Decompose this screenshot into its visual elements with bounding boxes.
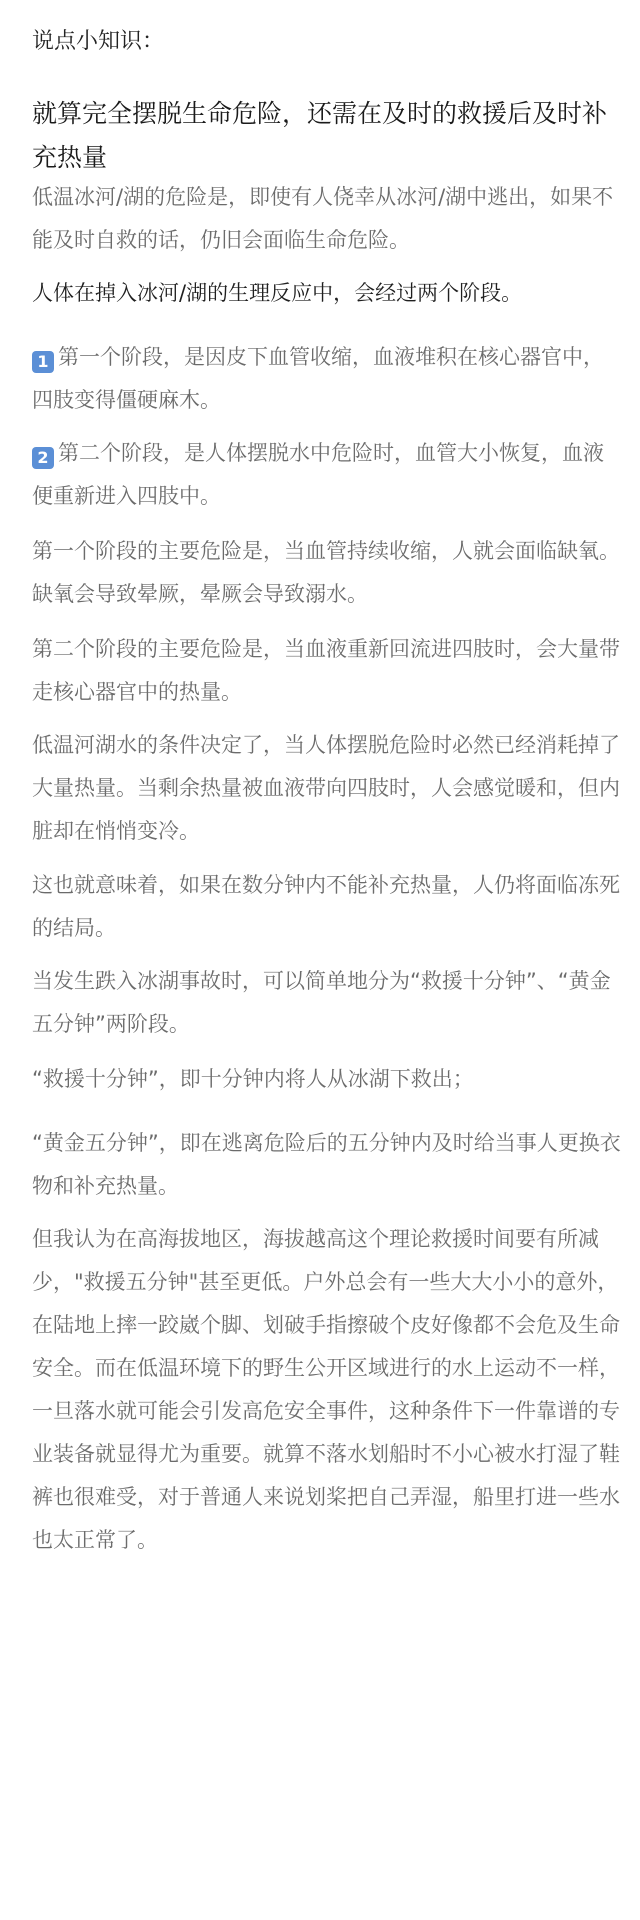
- number-one-icon: 1: [32, 351, 54, 373]
- stage-one-text: 第一个阶段，是因皮下血管收缩，血液堆积在核心器官中，四肢变得僵硬麻木。: [32, 345, 604, 412]
- paragraph-heat-loss: 低温河湖水的条件决定了，当人体摆脱危险时必然已经消耗掉了大量热量。当剩余热量被血液带向四肢时，人会感觉暖和，但内脏却在悄悄变冷。: [32, 733, 620, 843]
- paragraph-stage-one: [32, 336, 622, 422]
- stage-two-text: 第二个阶段，是人体摆脱水中危险时，血管大小恢复，血液便重新进入四肢中。: [32, 441, 604, 508]
- paragraph-stage-one-danger: 第一个阶段的主要危险是，当血管持续收缩，人就会面临缺氧。缺氧会导致晕厥，晕厥会导致溺水。: [32, 539, 620, 606]
- paragraph-stage-two: [32, 432, 622, 518]
- paragraph-rescue-phases: 当发生跌入冰湖事故时，可以简单地分为“救援十分钟”、“黄金五分钟”两阶段。: [32, 969, 611, 1036]
- paragraph-high-altitude: 但我认为在高海拔地区，海拔越高这个理论救援时间要有所减少，"救援五分钟"甚至更低。户外总会有一些大大小小的意外，在陆地上摔一跤崴个脚、划破手指擦破个皮好像都不会危及生命安全。而在低温环境下的野生公开区域进行的水上运动不一样，一旦落水就可能会引发高危安全事件，这种条件下一件靠谱的专业装备就显得尤为重要。就算不落水划船时不小心被水打湿了鞋裤也很难受，对于普通人来说划桨把自己弄湿，船里打进一些水也太正常了。: [32, 1227, 620, 1552]
- paragraph-rescue-ten-minutes: “救援十分钟”，即十分钟内将人从冰湖下救出；: [32, 1067, 474, 1091]
- intro-title: 说点小知识：: [32, 29, 165, 54]
- paragraph-stage-two-danger: 第二个阶段的主要危险是，当血液重新回流进四肢时，会大量带走核心器官中的热量。: [32, 637, 620, 704]
- paragraph-golden-five-minutes: “黄金五分钟”，即在逃离危险后的五分钟内及时给当事人更换衣物和补充热量。: [32, 1131, 621, 1198]
- paragraph-freezing-risk: 这也就意味着，如果在数分钟内不能补充热量，人仍将面临冻死的结局。: [32, 873, 620, 940]
- headline: 就算完全摆脱生命危险，还需在及时的救援后及时补充热量: [32, 99, 608, 172]
- paragraph-two-stages: 人体在掉入冰河/湖的生理反应中，会经过两个阶段。: [32, 281, 523, 305]
- number-two-icon: 2: [32, 447, 54, 469]
- paragraph-intro-danger: 低温冰河/湖的危险是，即使有人侥幸从冰河/湖中逃出，如果不能及时自救的话，仍旧会面临生命危险。: [32, 185, 614, 252]
